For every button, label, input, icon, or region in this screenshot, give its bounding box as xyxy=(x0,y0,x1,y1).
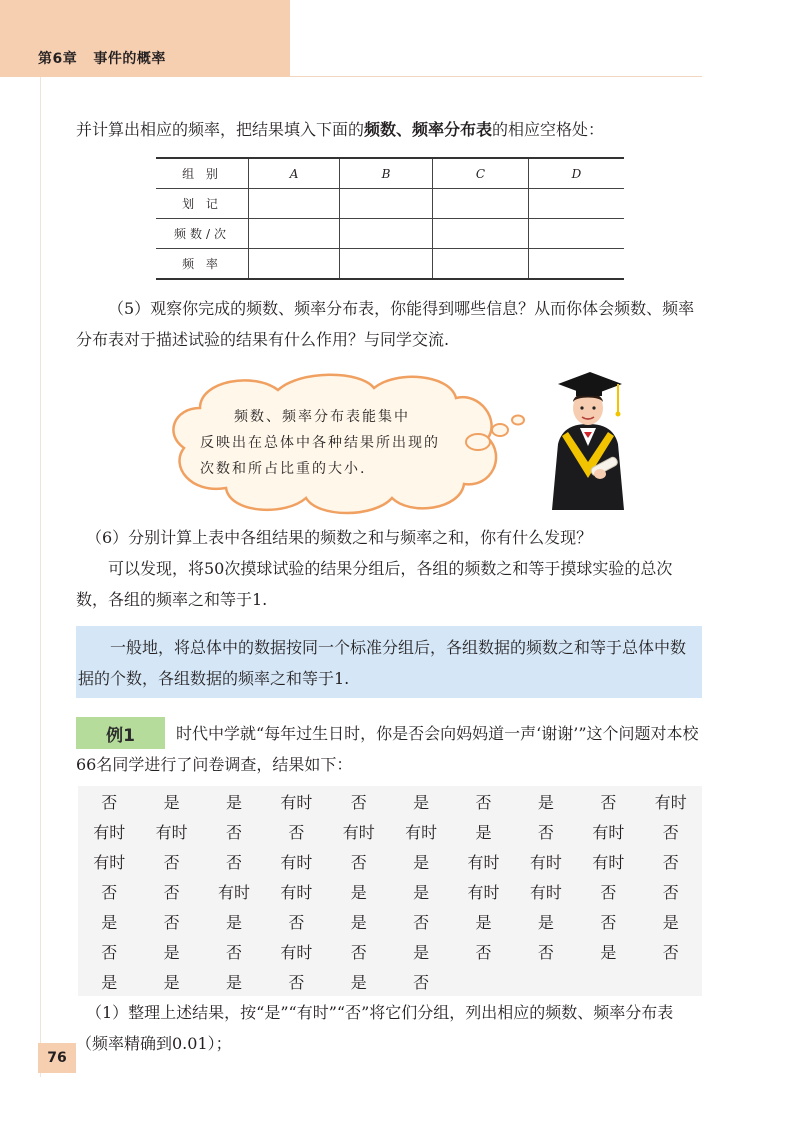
intro-text-after: 的相应空格处： xyxy=(492,120,605,139)
left-margin-line xyxy=(40,77,41,1077)
answer-cell: 是 xyxy=(163,792,180,812)
answer-cell: 是 xyxy=(662,912,679,932)
table-row-label-tally: 划 记 xyxy=(182,197,222,211)
table-row-label-rate: 频 率 xyxy=(182,257,222,271)
answers-row xyxy=(78,906,702,936)
graduate-girl-illustration xyxy=(538,366,638,510)
answer-cell: 有时 xyxy=(405,822,438,842)
answers-row xyxy=(78,936,702,966)
answer-cell: 否 xyxy=(600,792,617,812)
example-paragraph: 时代中学就“每年过生日时，你是否会向妈妈道一声‘谢谢’”这个问题对本校66名同学进行了问卷调查，结果如下： xyxy=(76,724,699,774)
answer-cell: 否 xyxy=(600,882,617,902)
answer-cell: 有时 xyxy=(342,822,375,842)
table-cell xyxy=(432,189,528,219)
answer-cell: 是 xyxy=(350,912,367,932)
table-header-a: A xyxy=(249,158,340,189)
intro-text-before: 并计算出相应的频率，把结果填入下面的 xyxy=(76,120,365,139)
table-header-d: D xyxy=(528,158,624,189)
answer-cell: 否 xyxy=(600,912,617,932)
chapter-title xyxy=(38,48,166,68)
answer-cell: 是 xyxy=(163,972,180,992)
answer-cell: 有时 xyxy=(654,792,687,812)
table-cell xyxy=(340,249,433,280)
answer-cell: 否 xyxy=(413,972,430,992)
table-cell xyxy=(432,249,528,280)
answer-cell: 有时 xyxy=(592,822,625,842)
answer-cell: 是 xyxy=(350,972,367,992)
answer-cell: 有时 xyxy=(280,882,313,902)
table-cell xyxy=(249,249,340,280)
answer-cell: 有时 xyxy=(529,882,562,902)
header-rule xyxy=(290,76,702,77)
answer-cell: 有时 xyxy=(280,852,313,872)
answer-cell: 否 xyxy=(225,852,242,872)
answer-cell: 否 xyxy=(225,942,242,962)
answer-cell: 有时 xyxy=(467,882,500,902)
step-6-paragraph: （6）分别计算上表中各组结果的频数之和与频率之和，你有什么发现？ xyxy=(86,528,593,547)
table-header-b: B xyxy=(340,158,433,189)
answer-cell: 否 xyxy=(225,822,242,842)
answer-cell: 是 xyxy=(413,852,430,872)
answer-cell: 否 xyxy=(288,822,305,842)
answers-row xyxy=(78,966,702,996)
chapter-number: 第6章 xyxy=(38,51,78,67)
answers-row xyxy=(78,876,702,906)
table-header-row xyxy=(156,158,624,189)
finding-paragraph: 可以发现，将50次摸球试验的结果分组后，各组的频数之和等于摸球实验的总次数，各组的频率之和等于1. xyxy=(76,559,673,609)
table-cell xyxy=(432,219,528,249)
survey-answers-grid xyxy=(78,786,702,996)
intro-bold-term: 频数、频率分布表 xyxy=(364,120,493,139)
answer-cell: 否 xyxy=(350,852,367,872)
answer-cell: 是 xyxy=(225,912,242,932)
answer-cell: 是 xyxy=(163,942,180,962)
answer-cell: 有时 xyxy=(467,852,500,872)
table-row-label-frequency: 频数/次 xyxy=(173,227,231,241)
answer-cell: 是 xyxy=(413,882,430,902)
table-cell xyxy=(249,189,340,219)
answer-cell: 否 xyxy=(288,912,305,932)
table-cell xyxy=(528,189,624,219)
answer-cell: 是 xyxy=(350,882,367,902)
table-cell xyxy=(249,219,340,249)
answer-cell: 是 xyxy=(475,822,492,842)
table-header-group: 组 别 xyxy=(182,167,222,181)
answer-cell: 否 xyxy=(288,972,305,992)
answers-row xyxy=(78,816,702,846)
answer-cell: 否 xyxy=(101,792,118,812)
answer-cell: 是 xyxy=(101,912,118,932)
answer-cell: 否 xyxy=(101,882,118,902)
answer-cell: 否 xyxy=(662,942,679,962)
answer-cell: 有时 xyxy=(529,852,562,872)
answer-cell: 否 xyxy=(350,792,367,812)
intro-paragraph xyxy=(76,114,704,145)
answer-cell: 否 xyxy=(662,852,679,872)
step-5-paragraph: （5）观察你完成的频数、频率分布表，你能得到哪些信息？从而你体会频数、频率分布表对于描述试验的结果有什么作用？与同学交流. xyxy=(76,299,695,349)
answer-cell: 有时 xyxy=(217,882,250,902)
answer-cell: 是 xyxy=(101,972,118,992)
answer-cell: 否 xyxy=(163,852,180,872)
table-cell xyxy=(340,189,433,219)
answer-cell: 否 xyxy=(163,882,180,902)
frequency-table xyxy=(156,157,624,280)
cloud-bubble-dot xyxy=(512,416,524,425)
answer-cell: 是 xyxy=(225,972,242,992)
answer-cell: 是 xyxy=(537,912,554,932)
table-row xyxy=(156,219,624,249)
chapter-name: 事件的概率 xyxy=(93,51,166,67)
answer-cell: 否 xyxy=(475,792,492,812)
table-cell xyxy=(528,219,624,249)
answer-cell: 有时 xyxy=(592,852,625,872)
table-cell xyxy=(528,249,624,280)
answer-cell: 有时 xyxy=(93,852,126,872)
table-header-c: C xyxy=(432,158,528,189)
answer-cell: 是 xyxy=(413,942,430,962)
summary-text: 一般地，将总体中的数据按同一个标准分组后，各组数据的频数之和等于总体中数据的个数，各组数据的频率之和等于1. xyxy=(78,638,687,688)
answer-cell: 否 xyxy=(163,912,180,932)
answer-cell: 有时 xyxy=(280,942,313,962)
answers-row xyxy=(78,786,702,816)
answer-cell: 有时 xyxy=(280,792,313,812)
cloud-bubble-dot xyxy=(466,434,490,450)
answer-cell: 否 xyxy=(101,942,118,962)
answer-cell: 是 xyxy=(225,792,242,812)
cloud-line-1: 频数、频率分布表能集中 xyxy=(234,409,410,425)
answer-cell: 否 xyxy=(475,942,492,962)
answer-cell: 是 xyxy=(537,792,554,812)
cloud-line-2: 反映出在总体中各种结果所出现的次数和所占比重的大小. xyxy=(200,435,440,477)
answers-row xyxy=(78,846,702,876)
cloud-speech-text xyxy=(200,404,450,482)
answer-cell: 否 xyxy=(662,882,679,902)
answer-cell: 否 xyxy=(662,822,679,842)
table-row xyxy=(156,189,624,219)
answer-cell: 是 xyxy=(413,792,430,812)
answer-cell: 有时 xyxy=(93,822,126,842)
table-cell xyxy=(340,219,433,249)
answer-cell: 否 xyxy=(537,942,554,962)
answer-cell: 否 xyxy=(350,942,367,962)
table-row xyxy=(156,249,624,280)
answer-cell: 是 xyxy=(475,912,492,932)
answer-cell: 否 xyxy=(413,912,430,932)
answer-cell: 是 xyxy=(600,942,617,962)
cloud-bubble-dot xyxy=(492,424,508,436)
answer-cell: 有时 xyxy=(155,822,188,842)
example-tag: 例1 xyxy=(76,717,165,749)
page-number: 76 xyxy=(38,1043,76,1073)
answer-cell: 否 xyxy=(537,822,554,842)
task-1-paragraph: （1）整理上述结果，按“是”“有时”“否”将它们分组，列出相应的频数、频率分布表（频率精确到0.01）； xyxy=(76,1003,674,1053)
